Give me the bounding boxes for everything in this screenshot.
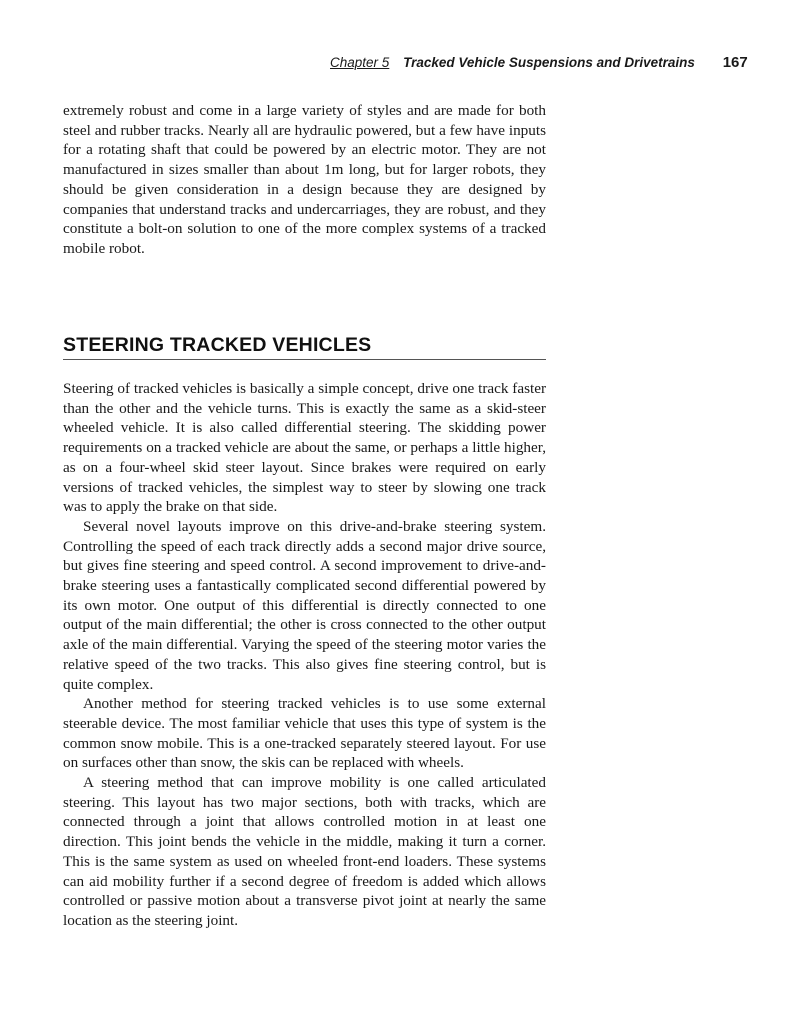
body-paragraph: Another method for steering tracked vehicles is to use some external steerable device. The most familiar vehicle that uses this type of system is the common snow mobile. This is a one-tracked separately steered layout. For use on surfaces other than snow, the skis can be replaced with wheels. <box>63 695 546 772</box>
chapter-label: Chapter 5 <box>330 55 390 70</box>
page-number: 167 <box>722 54 748 71</box>
running-header <box>330 54 746 71</box>
body-paragraph: Several novel layouts improve on this drive-and-brake steering system. Controlling the speed of each track directly adds a second major drive source, but gives fine steering and speed control. A second improvement to drive-and-brake steering uses a fantastically complicated second differential powered by its own motor. One output of this differential is directly connected to one output of the main differential; the other is cross connected to the other output axle of the main differential. Varying the speed of the steering motor varies the relative speed of the two tracks. This also gives fine steering control, but is quite complex. <box>63 517 546 693</box>
intro-text-block <box>63 101 546 259</box>
body-paragraph: Steering of tracked vehicles is basically a simple concept, drive one track faster than the other and the vehicle turns. This is exactly the same as a skid-steer wheeled vehicle. It is also called differential steering. The skidding power requirements on a tracked vehicle are about the same, or perhaps a little higher, as on a four-wheel skid steer layout. Since brakes were required on early versions of tracked vehicles, the simplest way to steer by slowing one track was to apply the brake on that side. <box>63 380 546 516</box>
section-heading: STEERING TRACKED VEHICLES <box>63 334 546 360</box>
body-paragraph: extremely robust and come in a large variety of styles and are made for both steel and rubber tracks. Nearly all are hydraulic powered, but a few have inputs for a rotating shaft that could be powered by an electric motor. They are not manufactured in sizes smaller than about 1m long, but for larger robots, they should be given consideration in a design because they are designed by companies that understand tracks and undercarriages, they are robust, and they constitute a bolt-on solution to one of the more complex systems of a tracked mobile robot. <box>63 102 546 257</box>
chapter-title: Tracked Vehicle Suspensions and Drivetrains <box>403 55 695 70</box>
section-text-block <box>63 379 546 931</box>
body-paragraph: A steering method that can improve mobility is one called articulated steering. This layout has two major sections, both with tracks, which are connected through a joint that allows controlled motion in at least one direction. This joint bends the vehicle in the middle, making it turn a corner. This is the same system as used on wheeled front-end loaders. These systems can aid mobility further if a second degree of freedom is added which allows controlled or passive motion about a transverse pivot joint at nearly the same location as the steering joint. <box>63 774 546 929</box>
